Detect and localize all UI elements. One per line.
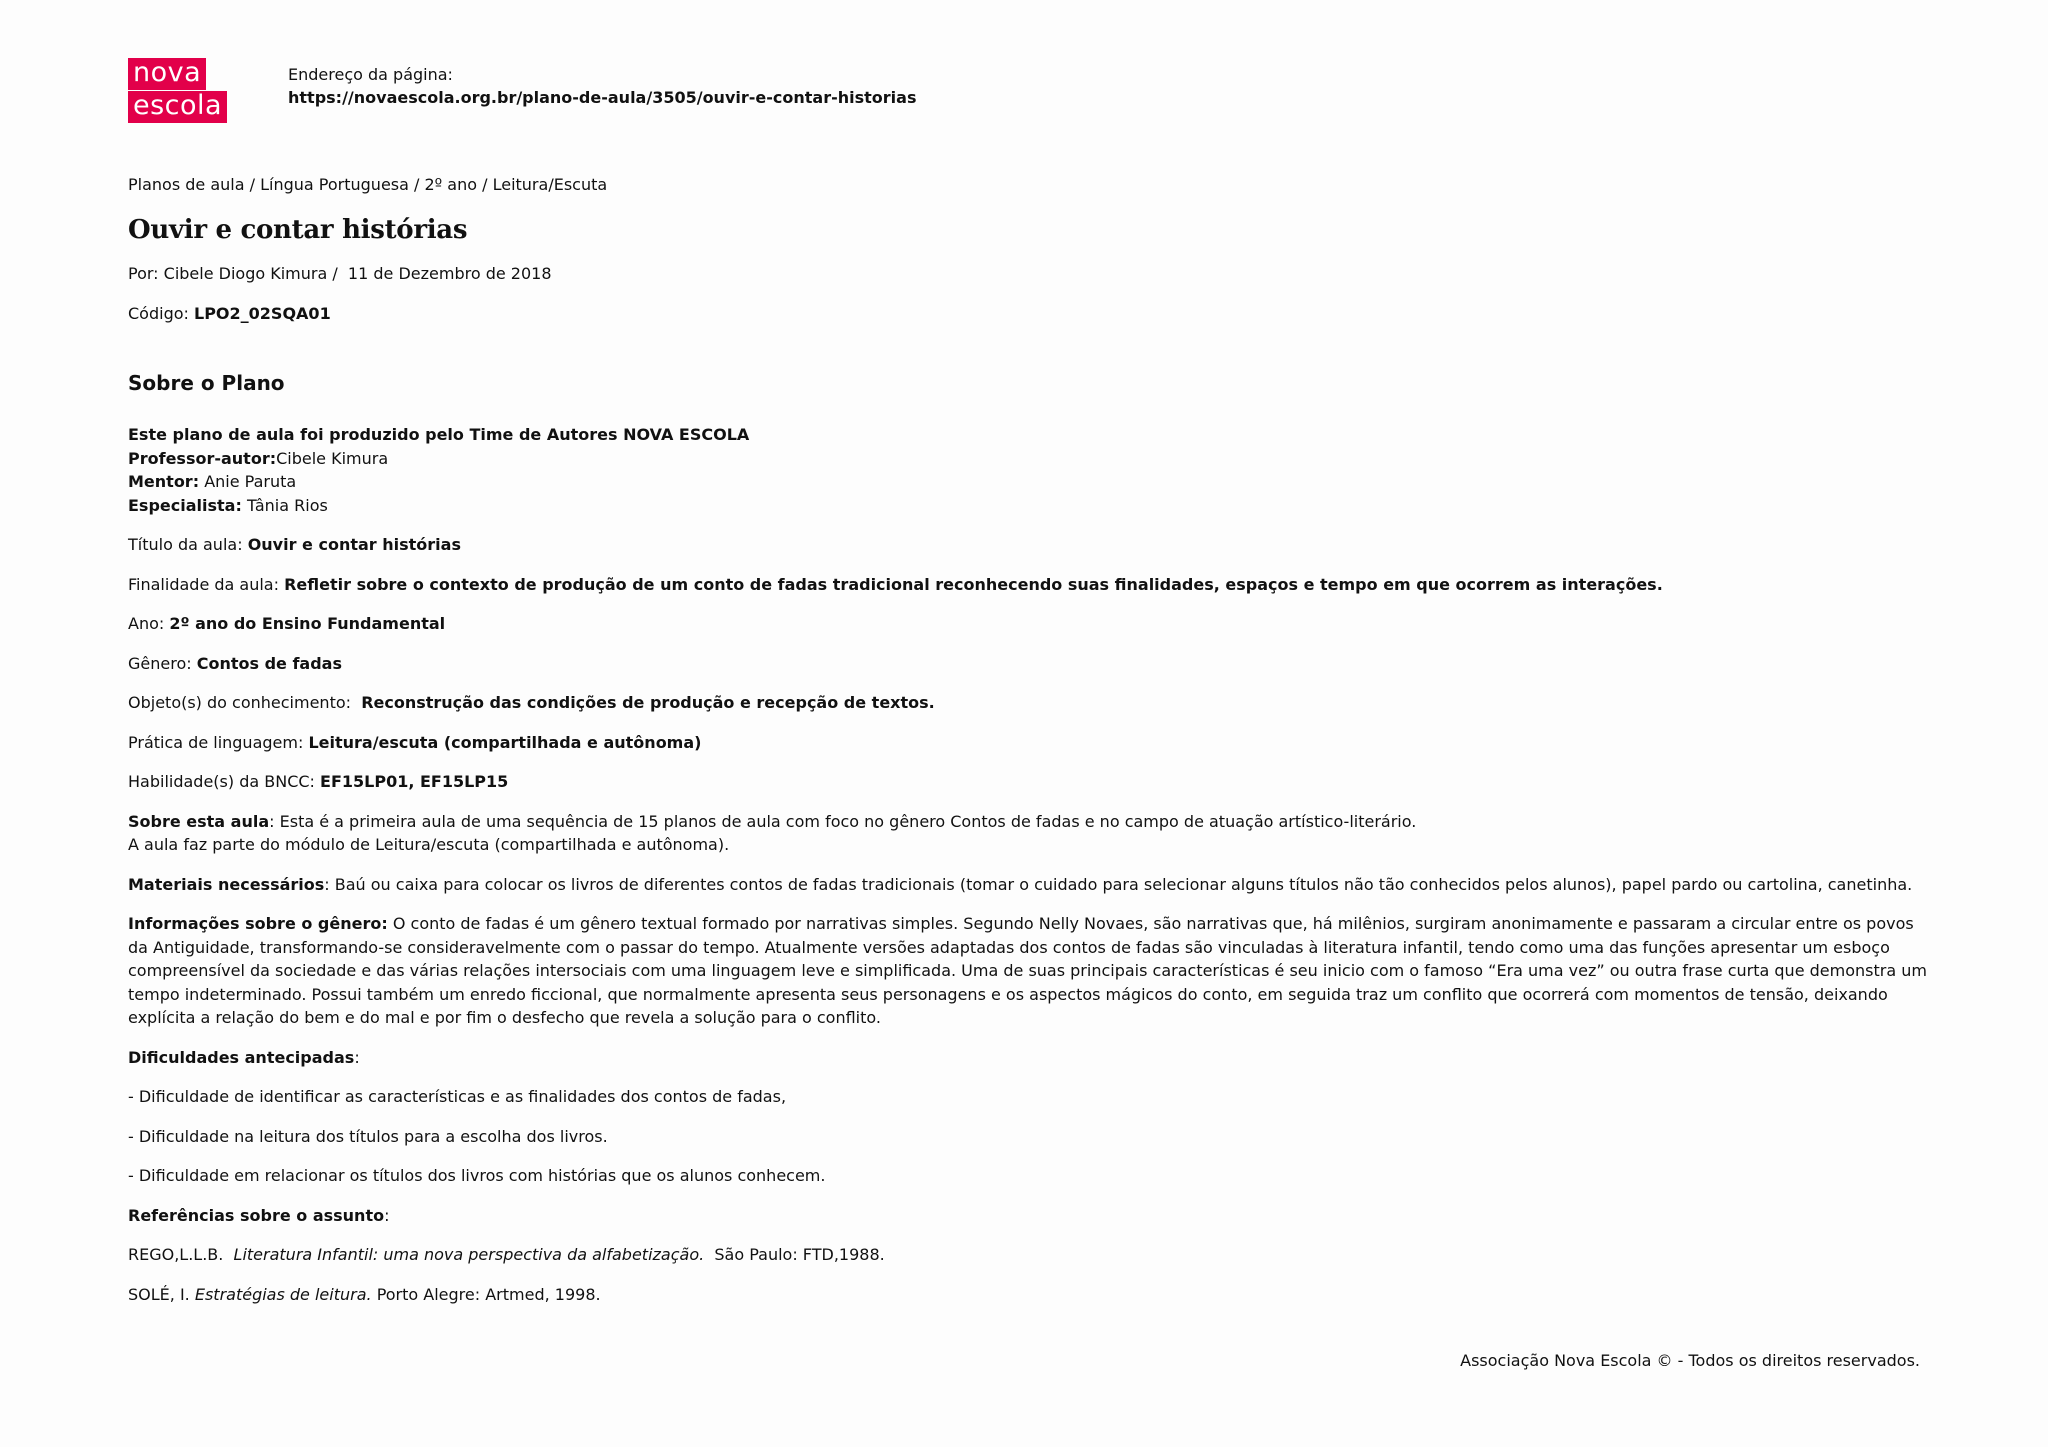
field-habilidades	[128, 770, 1928, 794]
team-block	[128, 423, 1928, 517]
page-address	[288, 63, 916, 109]
informacoes-genero	[128, 912, 1928, 1030]
pratica-label: Prática de linguagem:	[128, 732, 304, 752]
breadcrumb-item-planos[interactable]: Planos de aula	[128, 175, 245, 194]
pratica-value: Leitura/escuta (compartilhada e autônoma)	[308, 732, 702, 752]
page-title: Ouvir e contar histórias	[128, 215, 468, 245]
ano-value: 2º ano do Ensino Fundamental	[169, 614, 446, 633]
finalidade-label: Finalidade da aula:	[128, 574, 279, 594]
informacoes-text: O conto de fadas é um gênero textual formado por narrativas simples. Segundo Nelly Novaes, são narrativas que, há milênios, surgiram anonimamente e passaram a circular entre os povos da Antiguidade, transformando-se consideravelmente com o passar do tempo. Atualmente versões adaptadas dos contos de fadas são vinculadas à literatura infantil, tendo como uma das funções apresentar um esboço compreensível da sociedade e das várias relações intersociais com uma linguagem leve e simplificada. Uma de suas principais características é seu inicio com o famoso “Era uma vez” ou outra frase curta que demonstra um tempo indeterminado. Possui também um enredo ficcional, que normalmente apresenta seus personagens e os aspectos mágicos do conto, em seguida traz um conflito que ocorrerá com momentos de tensão, deixando explícita a relação do bem e do mal e por fim o desfecho que revela a solução para o conflito.	[128, 914, 1927, 1027]
field-genero	[128, 652, 1928, 676]
genero-label: Gênero:	[128, 653, 192, 673]
list-item: - Dificuldade em relacionar os títulos dos livros com histórias que os alunos conhecem.	[128, 1166, 826, 1185]
ref2-author: SOLÉ, I.	[128, 1284, 190, 1304]
habilidades-label: Habilidade(s) da BNCC:	[128, 772, 315, 791]
habilidades-value: EF15LP01, EF15LP15	[320, 772, 509, 791]
referencias-heading: Referências sobre o assunto:	[128, 1205, 390, 1225]
code-label: Código:	[128, 304, 189, 323]
footer-copyright: Associação Nova Escola © - Todos os direitos reservados.	[1460, 1351, 1920, 1370]
author-line: Por: Cibele Diogo Kimura /	[128, 264, 338, 283]
ref1-title: Literatura Infantil: uma nova perspectiva da alfabetização.	[233, 1245, 705, 1264]
materiais-label: Materiais necessários	[128, 874, 325, 894]
list-item: - Dificuldade na leitura dos títulos para a escolha dos livros.	[128, 1126, 608, 1146]
mentor-name: Anie Paruta	[204, 472, 297, 491]
ref2-publisher: Porto Alegre: Artmed, 1998.	[376, 1284, 601, 1304]
referencias-label: Referências sobre o assunto	[128, 1205, 385, 1225]
sobre-text-1: : Esta é a primeira aula de uma sequência de 15 planos de aula com foco no gênero Contos de fadas e no campo de atuação artístico-literário.	[269, 811, 1417, 831]
reference-1	[128, 1243, 1928, 1267]
specialist-label: Especialista:	[128, 495, 242, 515]
field-finalidade	[128, 573, 1928, 597]
finalidade-value: Refletir sobre o contexto de produção de um conto de fadas tradicional reconhecendo suas finalidades, espaços e tempo em que ocorrem as interações.	[284, 574, 1663, 594]
genero-value: Contos de fadas	[196, 653, 342, 673]
mentor-label: Mentor:	[128, 472, 200, 491]
titulo-label: Título da aula:	[128, 535, 243, 554]
author-date	[128, 263, 1928, 285]
sobre-esta-aula	[128, 810, 1928, 857]
titulo-value: Ouvir e contar histórias	[247, 535, 461, 554]
ref2-title: Estratégias de leitura.	[194, 1284, 372, 1304]
breadcrumb-item-leitura[interactable]: / Leitura/Escuta	[477, 175, 607, 194]
ref1-author: REGO,L.L.B.	[128, 1245, 224, 1264]
field-titulo	[128, 533, 1928, 557]
author-name: Cibele Kimura	[276, 448, 389, 468]
objeto-label: Objeto(s) do conhecimento:	[128, 693, 352, 712]
materiais	[128, 873, 1928, 897]
field-pratica	[128, 731, 1928, 755]
field-objeto	[128, 691, 1928, 715]
main-content	[128, 174, 1928, 1306]
sobre-label: Sobre esta aula	[128, 811, 270, 831]
code-value: LPO2_02SQA01	[194, 304, 331, 323]
dificuldades-label: Dificuldades antecipadas	[128, 1047, 355, 1067]
breadcrumb-item-ano[interactable]: / 2º ano	[409, 175, 477, 194]
address-label: Endereço da página:	[288, 65, 453, 84]
logo-word-escola: escola	[128, 91, 227, 123]
ano-label: Ano:	[128, 614, 165, 633]
specialist-name: Tânia Rios	[246, 495, 328, 515]
field-ano	[128, 612, 1928, 636]
nova-escola-logo[interactable]	[128, 58, 235, 123]
section-title: Sobre o Plano	[128, 371, 285, 395]
lesson-code	[128, 303, 1928, 325]
breadcrumb	[128, 174, 1928, 196]
reference-2	[128, 1283, 1928, 1307]
informacoes-label: Informações sobre o gênero:	[128, 914, 388, 933]
sobre-text-2: A aula faz parte do módulo de Leitura/escuta (compartilhada e autônoma).	[128, 835, 730, 854]
objeto-value: Reconstrução das condições de produção e recepção de textos.	[361, 693, 935, 712]
produced-by: Este plano de aula foi produzido pelo Time de Autores NOVA ESCOLA	[128, 425, 750, 444]
author-label: Professor-autor:	[128, 448, 277, 468]
materiais-text: : Baú ou caixa para colocar os livros de diferentes contos de fadas tradicionais (tomar o cuidado para selecionar alguns títulos não tão conhecidos pelos alunos), papel pardo ou cartolina, canetinha.	[324, 874, 1913, 894]
breadcrumb-item-lingua[interactable]: / Língua Portuguesa	[245, 175, 409, 194]
list-item: - Dificuldade de identificar as características e as finalidades dos contos de fadas,	[128, 1087, 787, 1106]
dificuldades-heading: Dificuldades antecipadas:	[128, 1047, 360, 1067]
logo-word-nova: nova	[128, 58, 206, 90]
address-url[interactable]: https://novaescola.org.br/plano-de-aula/3505/ouvir-e-contar-historias	[288, 88, 917, 107]
ref1-publisher: São Paulo: FTD,1988.	[714, 1245, 885, 1264]
publish-date: 11 de Dezembro de 2018	[347, 264, 552, 283]
